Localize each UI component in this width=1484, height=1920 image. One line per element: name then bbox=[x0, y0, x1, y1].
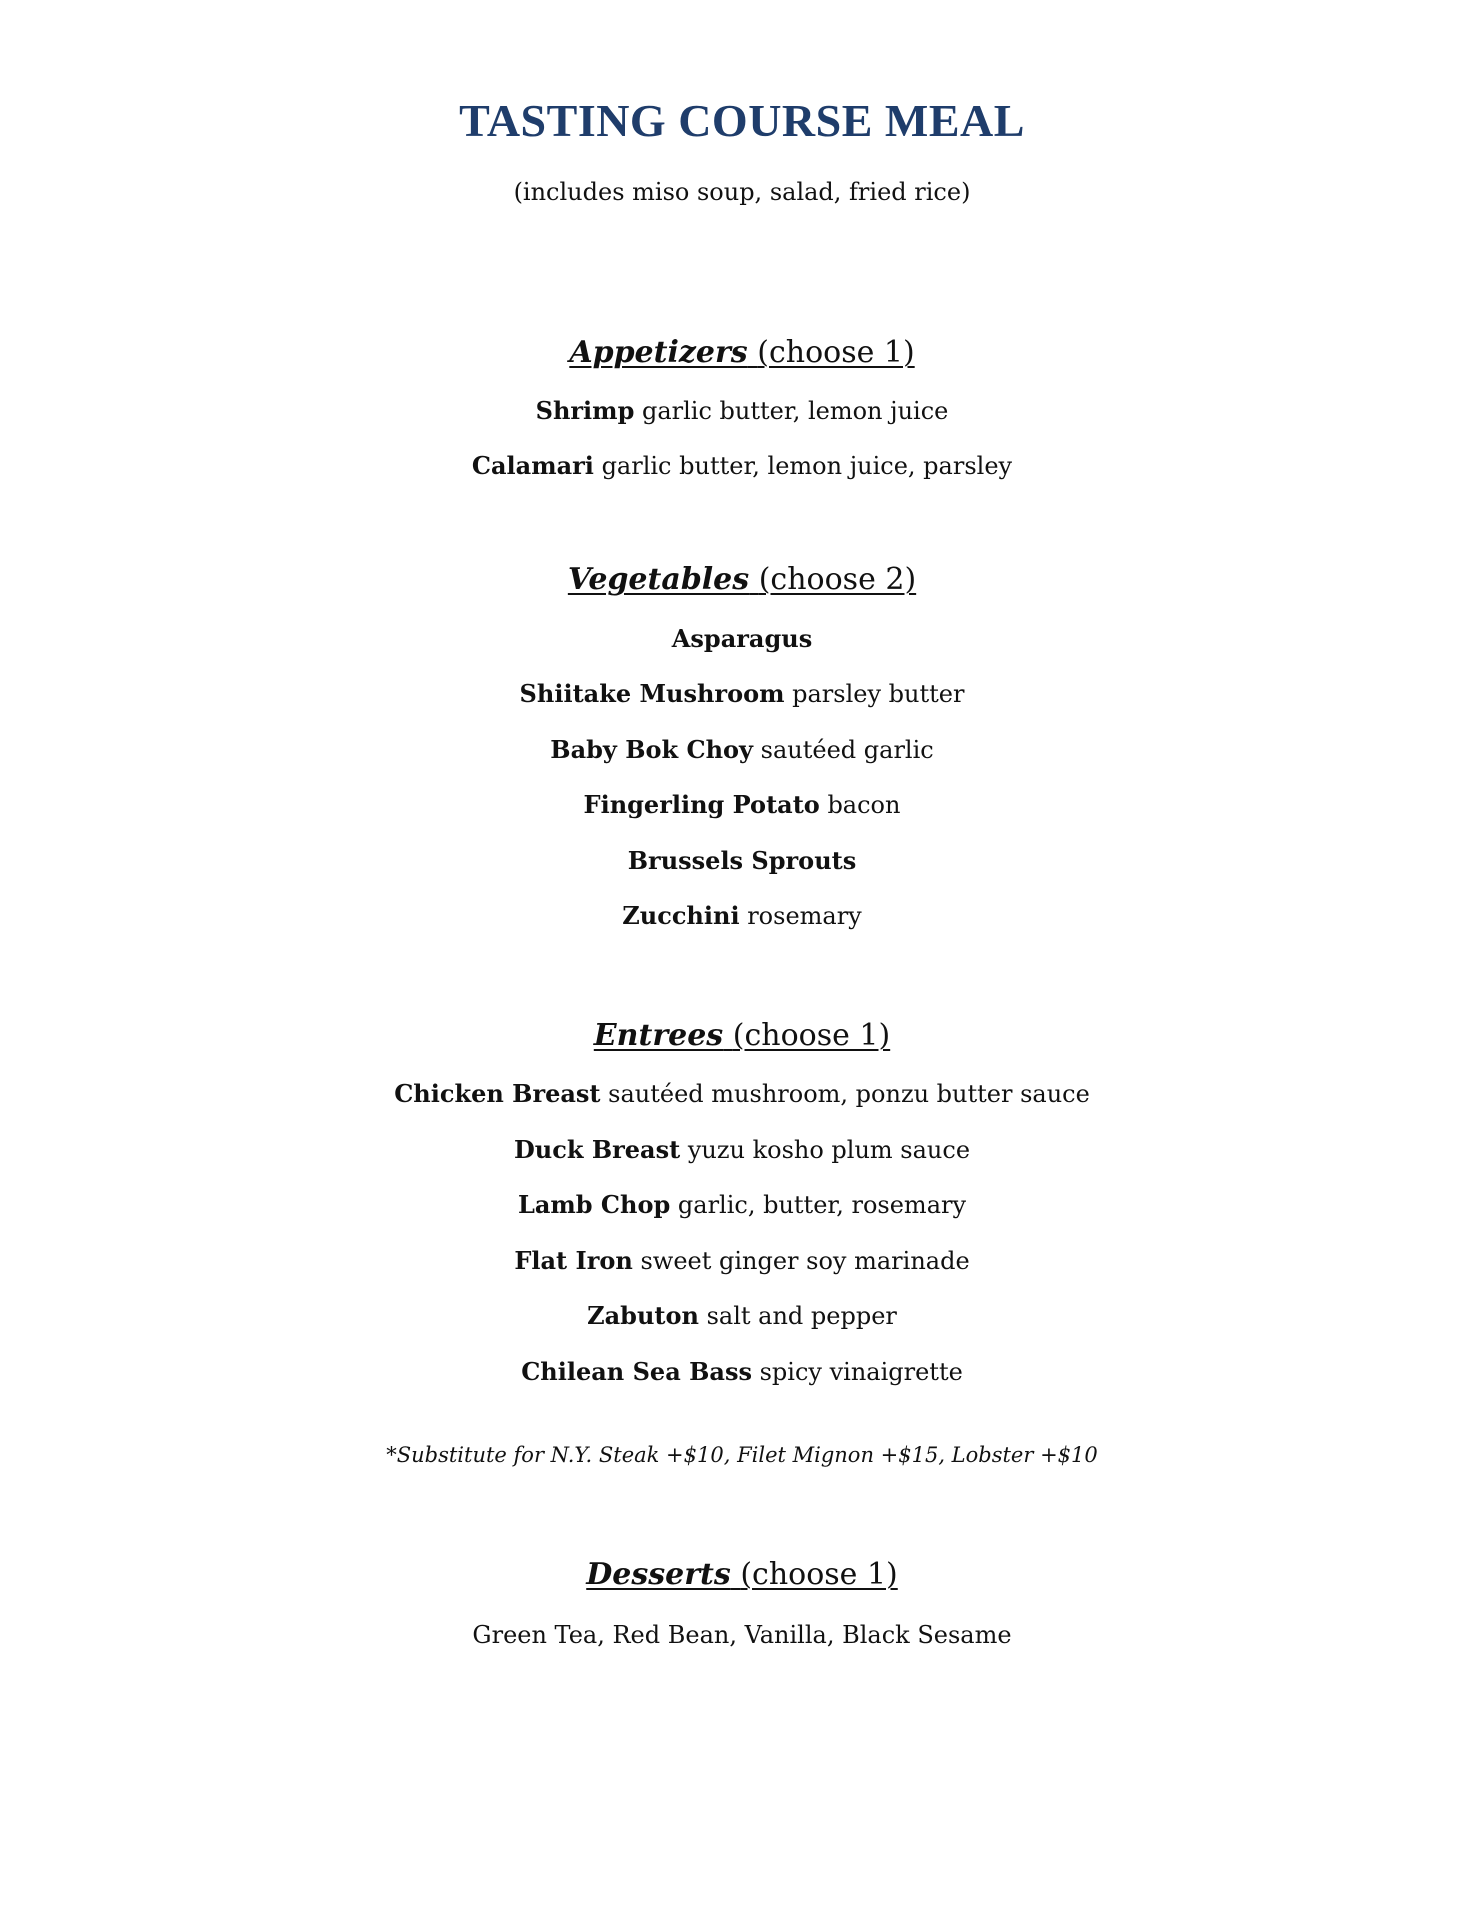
item-description: spicy vinaigrette bbox=[759, 1358, 963, 1386]
menu-item bbox=[0, 901, 1484, 930]
section-heading-appetizers bbox=[0, 335, 1484, 370]
item-name: Asparagus bbox=[671, 624, 813, 653]
item-name: Baby Bok Choy bbox=[550, 735, 753, 764]
item-name: Shiitake Mushroom bbox=[519, 679, 785, 708]
item-name: Brussels Sprouts bbox=[627, 846, 857, 875]
item-description: sautéed garlic bbox=[760, 736, 934, 764]
item-description: salt and pepper bbox=[706, 1302, 897, 1330]
menu-item bbox=[0, 846, 1484, 875]
item-description: yuzu kosho plum sauce bbox=[687, 1136, 971, 1164]
item-name: Lamb Chop bbox=[517, 1190, 671, 1219]
menu-item bbox=[0, 451, 1484, 480]
menu-item bbox=[0, 1301, 1484, 1330]
section-heading-vegetables bbox=[0, 562, 1484, 597]
section-qualifier: (choose 1) bbox=[732, 1018, 891, 1053]
menu-item bbox=[0, 790, 1484, 819]
menu-subtitle: (includes miso soup, salad, fried rice) bbox=[513, 178, 971, 206]
menu-item bbox=[0, 1357, 1484, 1386]
item-name: Chilean Sea Bass bbox=[521, 1357, 752, 1386]
menu-item bbox=[0, 735, 1484, 764]
item-name: Zabuton bbox=[587, 1301, 699, 1330]
item-name: Calamari bbox=[471, 451, 594, 480]
item-description: garlic butter, lemon juice bbox=[641, 397, 949, 425]
item-description: Green Tea, Red Bean, Vanilla, Black Sesame bbox=[472, 1621, 1012, 1649]
section-name: Appetizers bbox=[569, 335, 748, 370]
section-name: Vegetables bbox=[567, 562, 750, 597]
menu-item bbox=[0, 1190, 1484, 1219]
item-name: Duck Breast bbox=[513, 1135, 681, 1164]
item-name: Chicken Breast bbox=[394, 1079, 601, 1108]
item-description: parsley butter bbox=[792, 680, 965, 708]
section-heading-desserts bbox=[0, 1557, 1484, 1592]
menu-item bbox=[0, 679, 1484, 708]
item-description: sautéed mushroom, ponzu butter sauce bbox=[608, 1080, 1090, 1108]
section-name: Entrees bbox=[593, 1018, 724, 1053]
menu-item bbox=[0, 624, 1484, 653]
section-name: Desserts bbox=[586, 1557, 731, 1592]
menu-item bbox=[0, 1135, 1484, 1164]
substitution-note: *Substitute for N.Y. Steak +$10, Filet Mignon +$15, Lobster +$10 bbox=[386, 1443, 1098, 1467]
menu-title: TASTING COURSE MEAL bbox=[459, 95, 1025, 146]
item-description: bacon bbox=[827, 791, 901, 819]
item-name: Flat Iron bbox=[514, 1246, 633, 1275]
item-name: Fingerling Potato bbox=[583, 790, 820, 819]
section-qualifier: (choose 1) bbox=[757, 335, 915, 370]
menu-item bbox=[0, 1079, 1484, 1108]
item-description: garlic, butter, rosemary bbox=[677, 1191, 967, 1219]
menu-item bbox=[0, 1620, 1484, 1649]
section-heading-entrees bbox=[0, 1018, 1484, 1053]
menu-item bbox=[0, 396, 1484, 425]
section-qualifier: (choose 2) bbox=[758, 562, 917, 597]
item-description: sweet ginger soy marinade bbox=[640, 1247, 970, 1275]
menu-item bbox=[0, 1246, 1484, 1275]
item-name: Zucchini bbox=[622, 901, 740, 930]
item-name: Shrimp bbox=[535, 396, 635, 425]
item-description: rosemary bbox=[747, 902, 862, 930]
section-qualifier: (choose 1) bbox=[740, 1557, 898, 1592]
item-description: garlic butter, lemon juice, parsley bbox=[601, 452, 1013, 480]
